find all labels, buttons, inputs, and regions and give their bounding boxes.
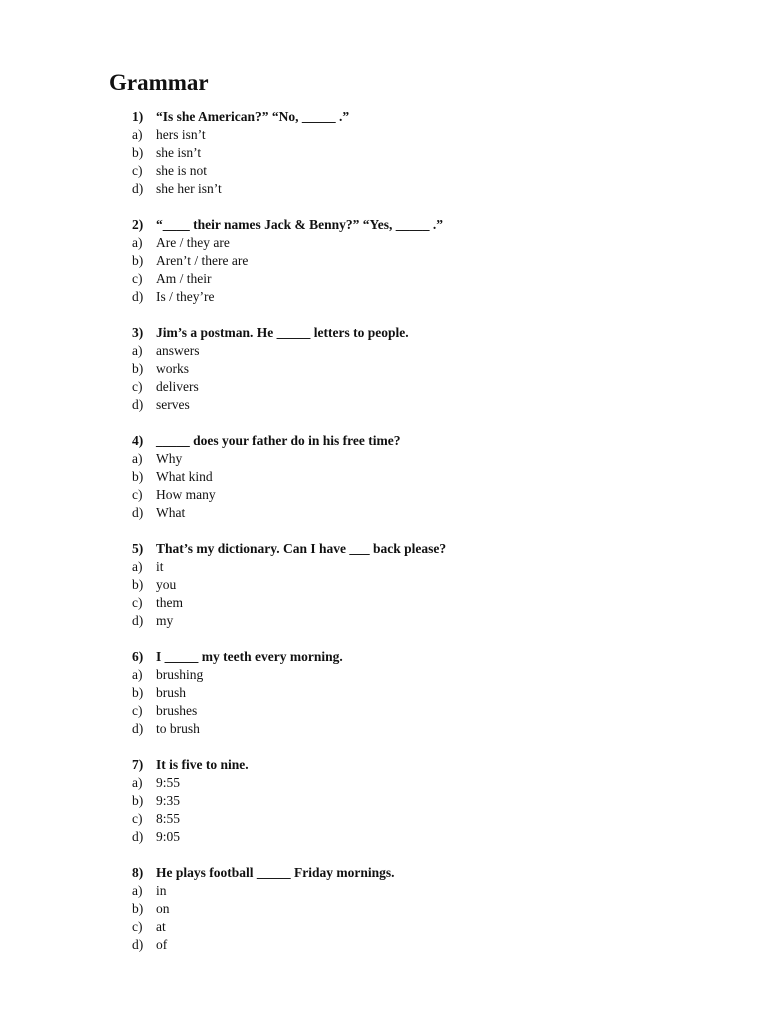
option-a [132,558,732,576]
option-label: c) [132,595,143,610]
option-b [132,468,732,486]
option-text: to brush [156,721,200,736]
option-d [132,396,732,414]
question-3 [132,324,732,414]
option-c [132,378,732,396]
option-text: my [156,613,174,628]
option-a [132,126,732,144]
option-text: Am / their [156,271,212,286]
option-label: d) [132,181,144,196]
option-text: on [156,901,170,916]
option-label: a) [132,883,143,898]
option-b [132,792,732,810]
option-b [132,684,732,702]
option-text: Why [156,451,183,466]
option-label: a) [132,235,143,250]
question-number: 5) [132,541,144,556]
option-text: brush [156,685,186,700]
option-text: delivers [156,379,199,394]
option-label: c) [132,703,143,718]
option-label: b) [132,145,144,160]
question-text: He plays football _____ Friday mornings. [156,865,395,880]
option-a [132,666,732,684]
option-c [132,918,732,936]
question-text: It is five to nine. [156,757,249,772]
question-1 [132,108,732,198]
option-label: d) [132,613,144,628]
option-text: Aren’t / there are [156,253,249,268]
question-number: 4) [132,433,144,448]
option-label: a) [132,343,143,358]
question-number: 3) [132,325,144,340]
option-a [132,774,732,792]
option-text: brushes [156,703,198,718]
option-label: c) [132,919,143,934]
option-label: b) [132,577,144,592]
question-text: “Is she American?” “No, _____ .” [156,109,350,124]
page-title: Grammar [109,70,209,95]
question-4 [132,432,732,522]
option-text: What kind [156,469,213,484]
option-label: b) [132,793,144,808]
question-text: “____ their names Jack & Benny?” “Yes, _____ .” [156,217,444,232]
question-stem [132,864,732,882]
option-b [132,360,732,378]
option-label: d) [132,397,144,412]
question-number: 7) [132,757,144,772]
option-label: d) [132,721,144,736]
option-label: b) [132,469,144,484]
question-text: _____ does your father do in his free time? [156,433,401,448]
option-label: b) [132,685,144,700]
option-label: b) [132,253,144,268]
option-label: c) [132,487,143,502]
option-d [132,288,732,306]
option-b [132,252,732,270]
option-text: What [156,505,186,520]
option-text: it [156,559,164,574]
option-label: c) [132,271,143,286]
option-label: d) [132,829,144,844]
option-text: brushing [156,667,204,682]
option-label: a) [132,559,143,574]
option-label: a) [132,451,143,466]
question-stem [132,324,732,342]
question-text: I _____ my teeth every morning. [156,649,343,664]
question-text: Jim’s a postman. He _____ letters to people. [156,325,409,340]
question-stem [132,216,732,234]
option-text: works [156,361,189,376]
option-d [132,504,732,522]
option-text: answers [156,343,200,358]
option-text: 9:35 [156,793,181,808]
question-5 [132,540,732,630]
option-a [132,342,732,360]
option-text: How many [156,487,216,502]
option-label: a) [132,775,143,790]
option-d [132,180,732,198]
option-text: she her isn’t [156,181,222,196]
option-text: Are / they are [156,235,230,250]
option-text: 9:05 [156,829,181,844]
option-text: at [156,919,166,934]
option-label: d) [132,289,144,304]
option-c [132,702,732,720]
option-label: b) [132,361,144,376]
option-text: them [156,595,183,610]
option-label: c) [132,163,143,178]
option-label: c) [132,379,143,394]
option-c [132,162,732,180]
option-text: she is not [156,163,208,178]
question-6 [132,648,732,738]
option-d [132,936,732,954]
option-a [132,882,732,900]
question-text: That’s my dictionary. Can I have ___ back please? [156,541,447,556]
question-number: 2) [132,217,144,232]
question-number: 8) [132,865,144,880]
question-stem [132,432,732,450]
option-b [132,900,732,918]
question-number: 1) [132,109,144,124]
option-text: of [156,937,168,952]
question-number: 6) [132,649,144,664]
option-label: b) [132,901,144,916]
option-d [132,720,732,738]
option-b [132,576,732,594]
option-c [132,486,732,504]
option-a [132,234,732,252]
option-text: 8:55 [156,811,181,826]
option-label: d) [132,505,144,520]
option-text: she isn’t [156,145,202,160]
question-stem [132,108,732,126]
option-text: Is / they’re [156,289,215,304]
option-label: a) [132,667,143,682]
option-a [132,450,732,468]
option-label: c) [132,811,143,826]
option-text: in [156,883,167,898]
question-stem [132,756,732,774]
question-2 [132,216,732,306]
option-label: d) [132,937,144,952]
option-b [132,144,732,162]
option-text: you [156,577,177,592]
option-c [132,594,732,612]
question-8 [132,864,732,954]
option-d [132,828,732,846]
question-stem [132,648,732,666]
question-7 [132,756,732,846]
option-c [132,270,732,288]
option-d [132,612,732,630]
question-list [132,108,732,972]
option-text: 9:55 [156,775,181,790]
option-label: a) [132,127,143,142]
option-text: serves [156,397,190,412]
question-stem [132,540,732,558]
option-text: hers isn’t [156,127,206,142]
option-c [132,810,732,828]
